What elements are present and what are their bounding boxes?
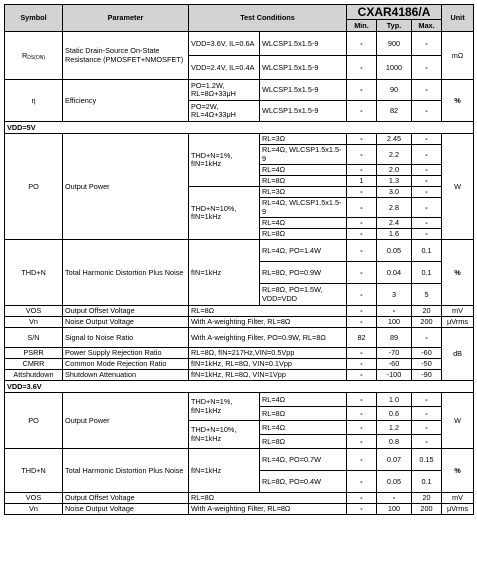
vos-min: - bbox=[347, 306, 377, 317]
thd5-min: - bbox=[347, 240, 377, 262]
cmrr-typ: -60 bbox=[377, 359, 412, 370]
thd5-typ: 3 bbox=[377, 284, 412, 306]
po5-cond: RL=3Ω bbox=[260, 134, 347, 145]
vos-max: 20 bbox=[412, 306, 442, 317]
po5-symbol: PO bbox=[5, 134, 63, 240]
header-test-conditions: Test Conditions bbox=[189, 5, 347, 32]
rds-symbol-sub: DS(ON) bbox=[27, 54, 46, 61]
rds-cond-b: WLCSP1.5x1.5-9 bbox=[260, 56, 347, 80]
po36-typ: 0.8 bbox=[377, 435, 412, 449]
rds-unit: mΩ bbox=[442, 32, 474, 80]
thd5-max: 0.1 bbox=[412, 240, 442, 262]
thd5-typ: 0.04 bbox=[377, 262, 412, 284]
po36-cond: RL=4Ω bbox=[260, 393, 347, 407]
rds-min: - bbox=[347, 32, 377, 56]
thd5-parameter: Total Harmonic Distortion Plus Noise bbox=[63, 240, 189, 306]
thd36-cond: RL=8Ω, PO=0.4W bbox=[260, 471, 347, 493]
po5-max: - bbox=[412, 134, 442, 145]
header-typ: Typ. bbox=[377, 20, 412, 32]
thd36-typ: 0.05 bbox=[377, 471, 412, 493]
po36-cond: RL=8Ω bbox=[260, 407, 347, 421]
thd5-typ: 0.05 bbox=[377, 240, 412, 262]
header-symbol: Symbol bbox=[5, 5, 63, 32]
po5-typ: 2.45 bbox=[377, 134, 412, 145]
eff-unit: % bbox=[442, 80, 474, 122]
thd5-min: - bbox=[347, 262, 377, 284]
vn-parameter: Noise Output Voltage bbox=[63, 317, 189, 328]
rds-parameter: Static Drain-Source On-State Resistance (PMOSFET+NMOSFET) bbox=[63, 32, 189, 80]
vn-cond: With A-weighting Filter, RL=8Ω bbox=[189, 317, 347, 328]
section-vdd-3v6 bbox=[5, 381, 474, 393]
att-max: -90 bbox=[412, 370, 442, 381]
vos36-unit: mV bbox=[442, 493, 474, 504]
thd5-unit: % bbox=[442, 240, 474, 306]
thd5-max: 5 bbox=[412, 284, 442, 306]
po36-max: - bbox=[412, 393, 442, 407]
po36-min: - bbox=[347, 421, 377, 435]
section-vdd-5v bbox=[5, 122, 474, 134]
po5-cond: RL=4Ω, WLCSP1.5x1.5-9 bbox=[260, 198, 347, 218]
thd5-cond: RL=8Ω, PO=0.9W bbox=[260, 262, 347, 284]
psrr-typ: -70 bbox=[377, 348, 412, 359]
cmrr-symbol: CMRR bbox=[5, 359, 63, 370]
db-unit: dB bbox=[442, 328, 474, 381]
sn-min: 82 bbox=[347, 328, 377, 348]
rds-min: - bbox=[347, 56, 377, 80]
header-min: Min. bbox=[347, 20, 377, 32]
psrr-cond: RL=8Ω, fIN=217Hz,VIN=0.5Vpp bbox=[189, 348, 347, 359]
rds-typ: 900 bbox=[377, 32, 412, 56]
eff-cond-a: PO=1.2W, RL=8Ω+33μH bbox=[189, 80, 260, 101]
thd5-symbol: THD+N bbox=[5, 240, 63, 306]
eff-max: - bbox=[412, 101, 442, 122]
po5-typ: 2.4 bbox=[377, 218, 412, 229]
eff-min: - bbox=[347, 101, 377, 122]
po5-typ: 1.6 bbox=[377, 229, 412, 240]
table-row bbox=[5, 393, 474, 407]
po5-group2: THD+N=10%, fIN=1kHz bbox=[189, 187, 260, 240]
psrr-symbol: PSRR bbox=[5, 348, 63, 359]
thd36-typ: 0.07 bbox=[377, 449, 412, 471]
rds-max: - bbox=[412, 32, 442, 56]
table-row bbox=[5, 493, 474, 504]
att-parameter: Shutdown Attenuation bbox=[63, 370, 189, 381]
po5-max: - bbox=[412, 218, 442, 229]
vos36-symbol: VOS bbox=[5, 493, 63, 504]
po36-typ: 0.6 bbox=[377, 407, 412, 421]
vn36-symbol: Vn bbox=[5, 504, 63, 515]
att-symbol: Attshutdown bbox=[5, 370, 63, 381]
po5-typ: 2.0 bbox=[377, 165, 412, 176]
vos-unit: mV bbox=[442, 306, 474, 317]
thd36-cond: RL=4Ω, PO=0.7W bbox=[260, 449, 347, 471]
table-row bbox=[5, 317, 474, 328]
rds-cond-a: VDD=2.4V, IL=0.4A bbox=[189, 56, 260, 80]
rds-symbol bbox=[5, 32, 63, 80]
vos36-cond: RL=8Ω bbox=[189, 493, 347, 504]
eff-cond-a: PO=2W, RL=4Ω+33μH bbox=[189, 101, 260, 122]
table-row bbox=[5, 240, 474, 262]
thd5-max: 0.1 bbox=[412, 262, 442, 284]
vos-symbol: VOS bbox=[5, 306, 63, 317]
vn36-max: 200 bbox=[412, 504, 442, 515]
electrical-characteristics-table bbox=[4, 4, 474, 515]
po36-max: - bbox=[412, 421, 442, 435]
header-unit: Unit bbox=[442, 5, 474, 32]
table-row bbox=[5, 370, 474, 381]
po5-min: - bbox=[347, 187, 377, 198]
vn36-typ: 100 bbox=[377, 504, 412, 515]
thd5-freq: fIN=1kHz bbox=[189, 240, 260, 306]
po5-max: - bbox=[412, 229, 442, 240]
po5-unit: W bbox=[442, 134, 474, 240]
sn-cond: With A-weighting Filter, PO=0.9W, RL=8Ω bbox=[189, 328, 347, 348]
po5-typ: 1.3 bbox=[377, 176, 412, 187]
po36-min: - bbox=[347, 407, 377, 421]
model-number: CXAR4186/A bbox=[347, 5, 442, 20]
psrr-parameter: Power Supply Rejection Ratio bbox=[63, 348, 189, 359]
vn36-min: - bbox=[347, 504, 377, 515]
cmrr-parameter: Common Mode Rejection Ratio bbox=[63, 359, 189, 370]
eff-symbol: η bbox=[5, 80, 63, 122]
table-row bbox=[5, 32, 474, 56]
table-row bbox=[5, 328, 474, 348]
att-typ: -100 bbox=[377, 370, 412, 381]
eff-min: - bbox=[347, 80, 377, 101]
vn36-cond: With A-weighting Filter, RL=8Ω bbox=[189, 504, 347, 515]
po36-group2: THD+N=10%, fIN=1kHz bbox=[189, 421, 260, 449]
att-min: - bbox=[347, 370, 377, 381]
table-row bbox=[5, 134, 474, 145]
po5-max: - bbox=[412, 165, 442, 176]
po5-max: - bbox=[412, 145, 442, 165]
psrr-max: -60 bbox=[412, 348, 442, 359]
thd36-symbol: THD+N bbox=[5, 449, 63, 493]
po5-cond: RL=4Ω bbox=[260, 165, 347, 176]
thd36-freq: fIN=1kHz bbox=[189, 449, 260, 493]
po5-typ: 3.0 bbox=[377, 187, 412, 198]
po5-min: 1 bbox=[347, 176, 377, 187]
po5-max: - bbox=[412, 198, 442, 218]
vn36-parameter: Noise Output Voltage bbox=[63, 504, 189, 515]
vn-symbol: Vn bbox=[5, 317, 63, 328]
thd36-parameter: Total Harmonic Distortion Plus Noise bbox=[63, 449, 189, 493]
po36-symbol: PO bbox=[5, 393, 63, 449]
rds-max: - bbox=[412, 56, 442, 80]
po5-max: - bbox=[412, 176, 442, 187]
thd36-unit: % bbox=[442, 449, 474, 493]
po36-unit: W bbox=[442, 393, 474, 449]
table-row bbox=[5, 359, 474, 370]
po5-cond: RL=3Ω bbox=[260, 187, 347, 198]
table-row bbox=[5, 306, 474, 317]
vos36-parameter: Output Offset Voltage bbox=[63, 493, 189, 504]
po5-parameter: Output Power bbox=[63, 134, 189, 240]
po5-min: - bbox=[347, 134, 377, 145]
vos-cond: RL=8Ω bbox=[189, 306, 347, 317]
eff-cond-b: WLCSP1.5x1.5-9 bbox=[260, 80, 347, 101]
sn-parameter: Signal to Noise Ratio bbox=[63, 328, 189, 348]
po5-min: - bbox=[347, 145, 377, 165]
thd36-min: - bbox=[347, 449, 377, 471]
thd36-min: - bbox=[347, 471, 377, 493]
vn36-unit: μVrms bbox=[442, 504, 474, 515]
vn-min: - bbox=[347, 317, 377, 328]
thd36-max: 0.15 bbox=[412, 449, 442, 471]
sn-symbol: S/N bbox=[5, 328, 63, 348]
header-parameter: Parameter bbox=[63, 5, 189, 32]
vos36-max: 20 bbox=[412, 493, 442, 504]
po5-typ: 2.8 bbox=[377, 198, 412, 218]
po36-max: - bbox=[412, 435, 442, 449]
po5-cond: RL=4Ω, WLCSP1.5x1.5-9 bbox=[260, 145, 347, 165]
po36-max: - bbox=[412, 407, 442, 421]
eff-cond-b: WLCSP1.5x1.5-9 bbox=[260, 101, 347, 122]
section-label: VDD=5V bbox=[5, 122, 474, 134]
po5-cond: RL=8Ω bbox=[260, 229, 347, 240]
po5-min: - bbox=[347, 218, 377, 229]
cmrr-min: - bbox=[347, 359, 377, 370]
po5-max: - bbox=[412, 187, 442, 198]
vn-typ: 100 bbox=[377, 317, 412, 328]
att-cond: fIN=1kHz, RL=8Ω, VIN=1Vpp bbox=[189, 370, 347, 381]
thd36-max: 0.1 bbox=[412, 471, 442, 493]
po36-group1: THD+N=1%, fIN=1kHz bbox=[189, 393, 260, 421]
po5-cond: RL=4Ω bbox=[260, 218, 347, 229]
cmrr-cond: fIN=1kHz, RL=8Ω, VIN=0.1Vpp bbox=[189, 359, 347, 370]
vn-max: 200 bbox=[412, 317, 442, 328]
eff-max: - bbox=[412, 80, 442, 101]
rds-cond-b: WLCSP1.5x1.5-9 bbox=[260, 32, 347, 56]
thd5-cond: RL=8Ω, PO=1.5W, VDD=VDD bbox=[260, 284, 347, 306]
table-row bbox=[5, 348, 474, 359]
header-max: Max. bbox=[412, 20, 442, 32]
po36-typ: 1.2 bbox=[377, 421, 412, 435]
rds-typ: 1000 bbox=[377, 56, 412, 80]
po36-cond: RL=4Ω bbox=[260, 421, 347, 435]
thd5-cond: RL=4Ω, PO=1.4W bbox=[260, 240, 347, 262]
po36-cond: RL=8Ω bbox=[260, 435, 347, 449]
po5-min: - bbox=[347, 229, 377, 240]
psrr-min: - bbox=[347, 348, 377, 359]
rds-symbol-main: R bbox=[21, 50, 28, 60]
po5-cond: RL=8Ω bbox=[260, 176, 347, 187]
vn-unit: μVrms bbox=[442, 317, 474, 328]
po5-typ: 2.2 bbox=[377, 145, 412, 165]
vos-typ: - bbox=[377, 306, 412, 317]
po5-group1: THD+N=1%, fIN=1kHz bbox=[189, 134, 260, 187]
table-row bbox=[5, 80, 474, 101]
eff-parameter: Efficiency bbox=[63, 80, 189, 122]
vos36-typ: - bbox=[377, 493, 412, 504]
table-row bbox=[5, 449, 474, 471]
sn-max: - bbox=[412, 328, 442, 348]
po5-min: - bbox=[347, 165, 377, 176]
vos36-min: - bbox=[347, 493, 377, 504]
rds-cond-a: VDD=3.6V, IL=0.6A bbox=[189, 32, 260, 56]
vos-parameter: Output Offset Voltage bbox=[63, 306, 189, 317]
po36-min: - bbox=[347, 435, 377, 449]
section-label: VDD=3.6V bbox=[5, 381, 474, 393]
po36-typ: 1.0 bbox=[377, 393, 412, 407]
po36-min: - bbox=[347, 393, 377, 407]
eff-typ: 90 bbox=[377, 80, 412, 101]
po36-parameter: Output Power bbox=[63, 393, 189, 449]
table-row bbox=[5, 504, 474, 515]
cmrr-max: -50 bbox=[412, 359, 442, 370]
sn-typ: 89 bbox=[377, 328, 412, 348]
eff-typ: 82 bbox=[377, 101, 412, 122]
po5-min: - bbox=[347, 198, 377, 218]
thd5-min: - bbox=[347, 284, 377, 306]
